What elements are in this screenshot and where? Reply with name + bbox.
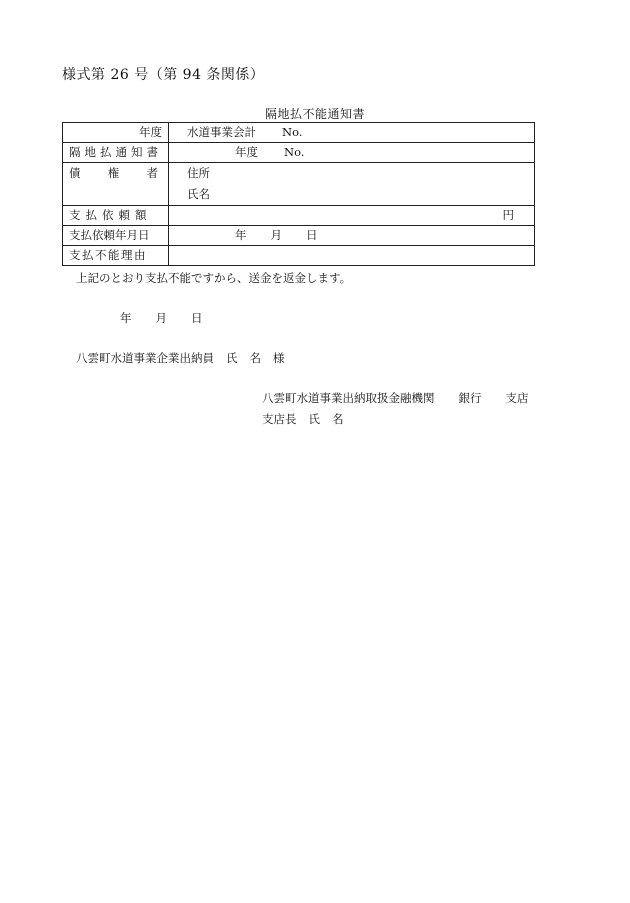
label-remittance-notice: 隔地払通知書 [63,143,169,163]
label-request-date: 支払依頼年月日 [63,226,169,246]
notice-text: 上記のとおり支払不能ですから、送金を返金します。 [76,271,352,285]
label-failure-reason: 支払不能理由 [63,246,169,266]
request-day: 日 [306,228,318,242]
creditor-address-label: 住所 [187,166,210,180]
value-failure-reason [169,246,535,266]
table-row-request-date [63,226,535,246]
sender-title: 支店長 [262,412,297,426]
yen-unit: 円 [502,208,514,222]
notice-year-label: 年度 [235,145,258,159]
number-label: No. [282,125,303,139]
request-month: 月 [270,228,282,242]
addressee: 八雲町水道事業企業出納員 氏 名 様 [76,351,285,365]
sender-bank: 銀行 [458,391,482,405]
label-creditor: 債 権 者 [63,163,169,206]
table-row-creditor [63,163,535,206]
table-row-payment-amount [63,206,535,226]
sender-branch: 支店 [505,391,529,405]
accounting-name: 水道事業会計 [187,125,256,139]
document-title: 隔地払不能通知書 [264,107,365,121]
value-creditor [169,163,535,206]
table-row-fiscal-year [63,123,535,143]
sender-org: 八雲町水道事業出納取扱金融機関 [262,391,435,405]
request-year: 年 [235,228,247,242]
addressee-org: 八雲町水道事業企業出納員 [76,351,214,365]
value-fiscal-year [169,123,535,143]
value-request-date [169,226,535,246]
issue-date: 年 月 日 [120,311,203,325]
sender-institution [262,390,529,406]
sender-signatory: 支店長 氏 名 [262,412,344,426]
label-payment-amount: 支払依頼額 [63,206,169,226]
creditor-name-label: 氏名 [187,187,210,201]
form-number: 様式第 26 号（第 94 条関係） [62,67,265,83]
value-remittance-notice [169,143,535,163]
notice-number-label: No. [284,145,305,159]
table-row-failure-reason [63,246,535,266]
label-fiscal-year: 年度 [63,123,169,143]
table-row-remittance-notice [63,143,535,163]
value-payment-amount [169,206,535,226]
notice-form-table [62,122,535,266]
